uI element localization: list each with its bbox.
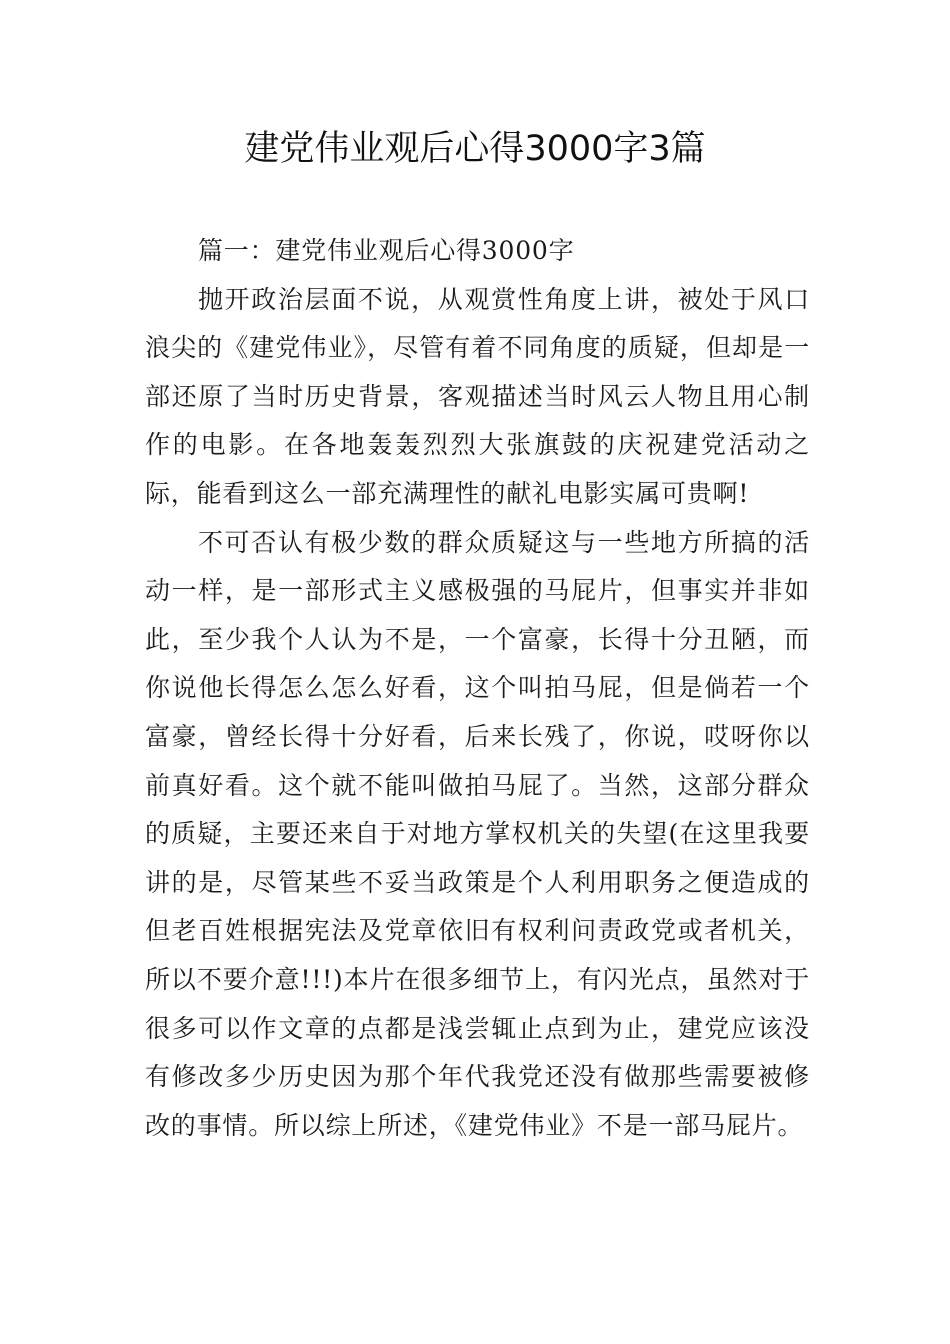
document-body — [145, 227, 810, 1150]
paragraph-1: 抛开政治层面不说，从观赏性角度上讲，被处于风口浪尖的《建党伟业》，尽管有着不同角度的质疑，但却是一部还原了当时历史背景，客观描述当时风云人物且用心制作的电影。在各地轰轰烈烈大张旗鼓的庆祝建党活动之际，能看到这么一部充满理性的献礼电影实属可贵啊! — [145, 284, 810, 508]
document-title: 建党伟业观后心得3000字3篇 — [244, 129, 706, 169]
section-heading: 篇一：建党伟业观后心得3000字 — [198, 236, 575, 265]
paragraph-2: 不可否认有极少数的群众质疑这与一些地方所搞的活动一样，是一部形式主义感极强的马屁片，但事实并非如此，至少我个人认为不是，一个富豪，长得十分丑陋，而你说他长得怎么怎么好看，这个叫拍马屁，但是倘若一个富豪，曾经长得十分好看，后来长残了，你说，哎呀你以前真好看。这个就不能叫做拍马屁了。当然，这部分群众的质疑，主要还来自于对地方掌权机关的失望(在这里我要讲的是，尽管某些不妥当政策是个人利用职务之便造成的但老百姓根据宪法及党章依旧有权利问责政党或者机关，所以不要介意!!!)本片在很多细节上，有闪光点，虽然对于很多可以作文章的点都是浅尝辄止点到为止，建党应该没有修改多少历史因为那个年代我党还没有做那些需要被修改的事情。所以综上所述，《建党伟业》不是一部马屁片。 — [145, 527, 810, 1140]
